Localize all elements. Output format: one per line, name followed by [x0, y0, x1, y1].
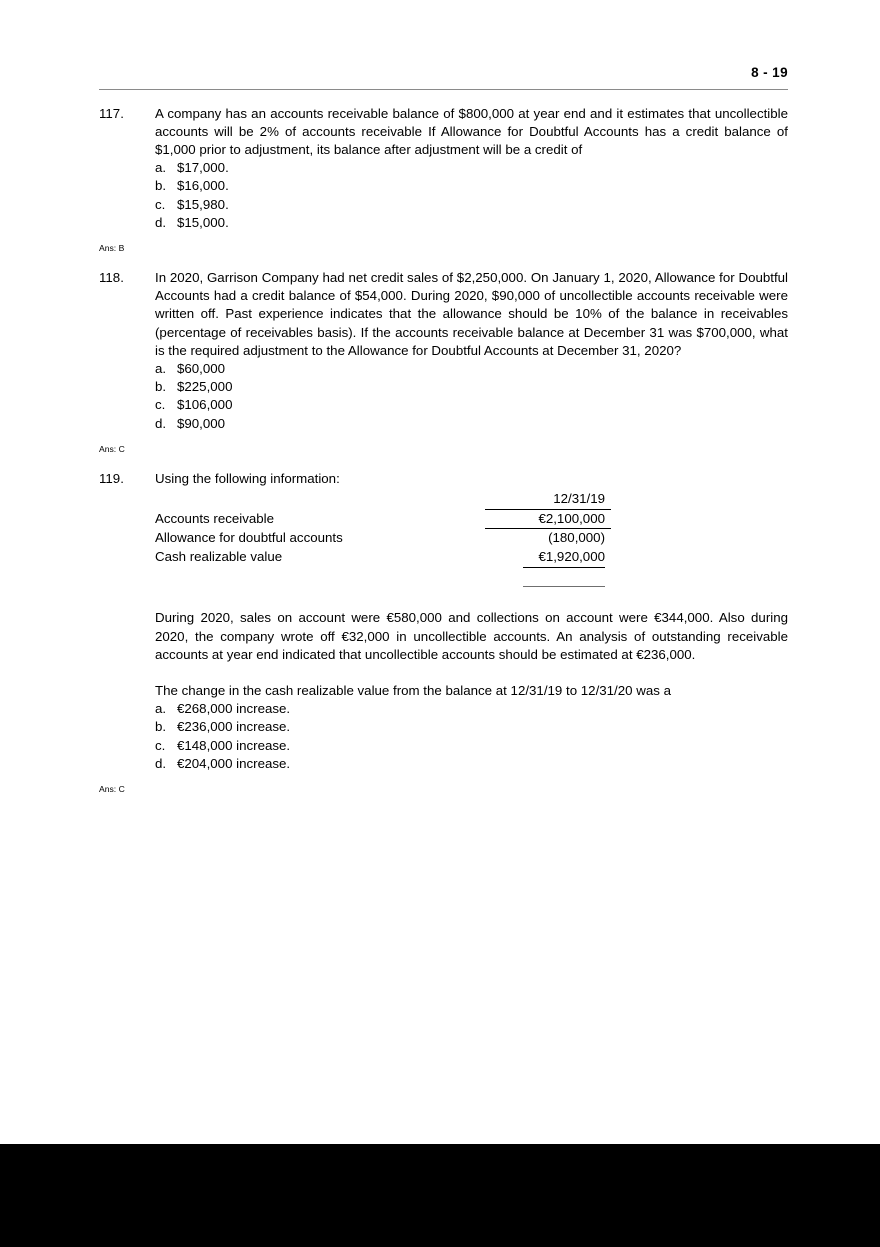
choice-letter: a.	[155, 701, 167, 717]
choice-item[interactable]	[155, 415, 788, 433]
question-block-118	[99, 269, 788, 433]
question-block-117	[99, 105, 788, 232]
table-row	[155, 548, 788, 567]
choice-item[interactable]	[155, 177, 788, 195]
choice-text: €148,000 increase.	[177, 737, 291, 753]
row-value: €2,100,000	[538, 510, 605, 526]
choice-text: $106,000	[177, 397, 233, 413]
choice-item[interactable]	[155, 360, 788, 378]
choice-item[interactable]	[155, 159, 788, 177]
choice-text: $15,000.	[177, 214, 229, 230]
table-spacer-cell	[611, 548, 788, 567]
question-stem-118: In 2020, Garrison Company had net credit sales of $2,250,000. On January 1, 2020, Allowance for Doubtful Accounts had a credit balance of $54,000. During 2020, $90,000 of uncollectible accounts receivable were written off. Past experience indicates that the allowance should be 10% of the balance in receivables (percentage of receivables basis). If the accounts receivable balance at December 31 was $700,000, what is the required adjustment to the Allowance for Doubtful Accounts at December 31, 2020?	[155, 269, 788, 358]
choice-text: $17,000.	[177, 160, 229, 176]
table-row	[155, 509, 788, 529]
total-rule-top	[523, 567, 605, 568]
choice-text: $16,000.	[177, 178, 229, 194]
choice-letter: a.	[155, 360, 167, 376]
table-rule-blank	[155, 566, 485, 587]
bottom-black-band	[0, 1144, 880, 1247]
choice-letter: b.	[155, 719, 167, 735]
choice-item[interactable]	[155, 396, 788, 414]
choice-text: $15,980.	[177, 196, 229, 212]
row-label: Cash realizable value	[155, 548, 283, 564]
choices-list-117	[155, 159, 788, 232]
choice-item[interactable]	[155, 214, 788, 232]
choice-letter: a.	[155, 160, 167, 176]
choice-text: €204,000 increase.	[177, 755, 291, 771]
row-label: Allowance for doubtful accounts	[155, 530, 343, 546]
choice-text: €236,000 increase.	[177, 719, 291, 735]
choice-letter: d.	[155, 214, 167, 230]
table-column-header-date: 12/31/19	[485, 490, 611, 509]
question-body-117	[155, 105, 788, 232]
table-header-row	[155, 490, 788, 509]
table-double-rule-cell	[485, 566, 611, 587]
choice-letter: d.	[155, 755, 167, 771]
choice-letter: b.	[155, 379, 167, 395]
question-number-119: 119.	[99, 470, 124, 486]
table-spacer-cell	[611, 566, 788, 587]
choice-letter: c.	[155, 737, 166, 753]
question-block-119	[99, 470, 788, 773]
question-number-117: 117.	[99, 105, 124, 121]
choice-item[interactable]	[155, 378, 788, 396]
question-body-119	[155, 470, 788, 773]
row-value: (180,000)	[485, 529, 611, 548]
spacer	[155, 587, 788, 609]
financial-summary-table	[155, 490, 788, 587]
question-body-118	[155, 269, 788, 433]
answer-line-118: Ans: C	[99, 443, 125, 454]
question-intro-119: Using the following information:	[155, 470, 340, 486]
choice-letter: b.	[155, 178, 167, 194]
row-label: Accounts receivable	[155, 511, 274, 527]
answer-line-117: Ans: B	[99, 242, 125, 253]
choice-text: $60,000	[177, 360, 226, 376]
question-stem-119: The change in the cash realizable value from the balance at 12/31/19 to 12/31/20 was a	[155, 682, 671, 698]
choice-item[interactable]	[155, 755, 788, 773]
table-header-blank	[155, 490, 485, 509]
choices-list-118	[155, 360, 788, 433]
choice-letter: c.	[155, 397, 166, 413]
choices-list-119	[155, 700, 788, 773]
spacer	[155, 664, 788, 682]
choice-text: €268,000 increase.	[177, 701, 291, 717]
table-spacer-cell	[611, 490, 788, 509]
header-divider	[99, 89, 788, 90]
choice-item[interactable]	[155, 700, 788, 718]
choice-text: $225,000	[177, 379, 233, 395]
row-value: €1,920,000	[538, 548, 605, 564]
page-content	[99, 0, 788, 795]
question-number-118: 118.	[99, 269, 124, 285]
table-row	[155, 529, 788, 548]
table-spacer-cell	[611, 529, 788, 548]
choice-item[interactable]	[155, 737, 788, 755]
choice-letter: c.	[155, 196, 166, 212]
table-spacer-cell	[611, 509, 788, 529]
question-paragraph-119: During 2020, sales on account were €580,000 and collections on account were €344,000. Also during 2020, the company wrote off €32,000 in uncollectible accounts. An analysis of outstanding receivable accounts at year end indicated that uncollectible accounts should be estimated at €236,000.	[155, 610, 788, 662]
choice-text: $90,000	[177, 415, 226, 431]
choice-item[interactable]	[155, 718, 788, 736]
page-header	[99, 0, 788, 80]
choice-item[interactable]	[155, 196, 788, 214]
page-number-label: 8 - 19	[751, 65, 788, 80]
question-stem-117: A company has an accounts receivable balance of $800,000 at year end and it estimates that uncollectible accounts will be 2% of accounts receivable If Allowance for Doubtful Accounts has a credit balance of $1,000 prior to adjustment, its balance after adjustment will be a credit of	[155, 105, 788, 157]
table-total-rule-row	[155, 566, 788, 587]
choice-letter: d.	[155, 415, 167, 431]
answer-line-119: Ans: C	[99, 783, 125, 794]
